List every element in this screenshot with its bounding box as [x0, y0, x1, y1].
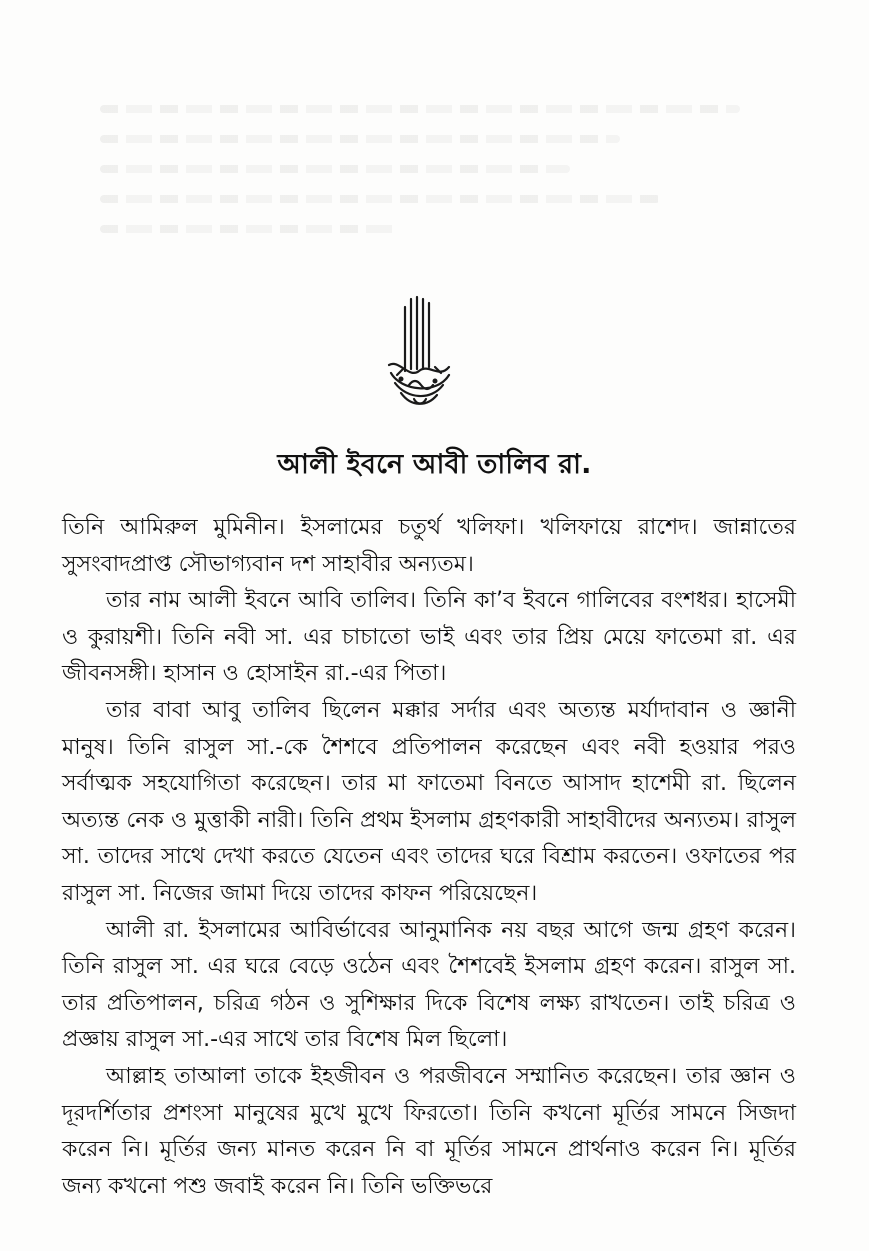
bleed-line — [100, 195, 660, 203]
bleed-line — [100, 105, 740, 113]
bleed-through-text — [100, 105, 780, 255]
paragraph: তার বাবা আবু তালিব ছিলেন মক্কার সর্দার এবং অত্যন্ত মর্যাদাবান ও জ্ঞানী মানুষ। তিনি রাসুল সা.-কে শৈশবে প্রতিপালন করেছেন এবং নবী হওয়ার পরও সর্বাত্মক সহযোগিতা করেছেন। তার মা ফাতেমা বিনতে আসাদ হাশেমী রা. ছিলেন অত্যন্ত নেক ও মুত্তাকী নারী। তিনি প্রথম ইসলাম গ্রহণকারী সাহাবীদের অন্যতম। রাসুল সা. তাদের সাথে দেখা করতে যেতেন এবং তাদের ঘরে বিশ্রাম করতেন। ওফাতের পর রাসুল সা. নিজের জামা দিয়ে তাদের কাফন পরিয়েছেন। — [62, 697, 796, 906]
paragraph: আলী রা. ইসলামের আবির্ভাবের আনুমানিক নয় বছর আগে জন্ম গ্রহণ করেন। তিনি রাসুল সা. এর ঘরে বেড়ে ওঠেন এবং শৈশবেই ইসলাম গ্রহণ করেন। রাসুল সা. তার প্রতিপালন, চরিত্র গঠন ও সুশিক্ষার দিকে বিশেষ লক্ষ্য রাখতেন। তাই চরিত্র ও প্রজ্ঞায় রাসুল সা.-এর সাথে তার বিশেষ মিল ছিলো। — [62, 917, 796, 1053]
bleed-line — [100, 135, 620, 143]
page-title: আলী ইবনে আবী তালিব রা. — [277, 449, 592, 480]
bleed-line — [100, 165, 570, 173]
paragraph: তার নাম আলী ইবনে আবি তালিব। তিনি কা’ব ইবনে গালিবের বংশধর। হাসেমী ও কুরায়শী। তিনি নবী সা. এর চাচাতো ভাই এবং তার প্রিয় মেয়ে ফাতেমা রা. এর জীবনসঙ্গী। হাসান ও হোসাইন রা.-এর পিতা। — [62, 588, 796, 687]
body-text — [62, 510, 796, 1205]
bleed-line — [100, 225, 400, 233]
paragraph: তিনি আমিরুল মুমিনীন। ইসলামের চতুর্থ খলিফা। খলিফায়ে রাশেদ। জান্নাতের সুসংবাদপ্রাপ্ত সৌভাগ্যবান দশ সাহাবীর অন্যতম। — [62, 515, 796, 577]
paragraph: আল্লাহ তাআলা তাকে ইহজীবন ও পরজীবনে সম্মানিত করেছেন। তার জ্ঞান ও দূরদর্শিতার প্রশংসা মানুষের মুখে মুখে ফিরতো। তিনি কখনো মূর্তির সামনে সিজদা করেন নি। মূর্তির জন্য মানত করেন নি বা মূর্তির সামনে প্রার্থনাও করেন নি। মূর্তির জন্য কখনো পশু জবাই করেন নি। তিনি ভক্তিভরে — [62, 1063, 796, 1199]
bismillah-calligraphy-icon — [381, 295, 457, 413]
